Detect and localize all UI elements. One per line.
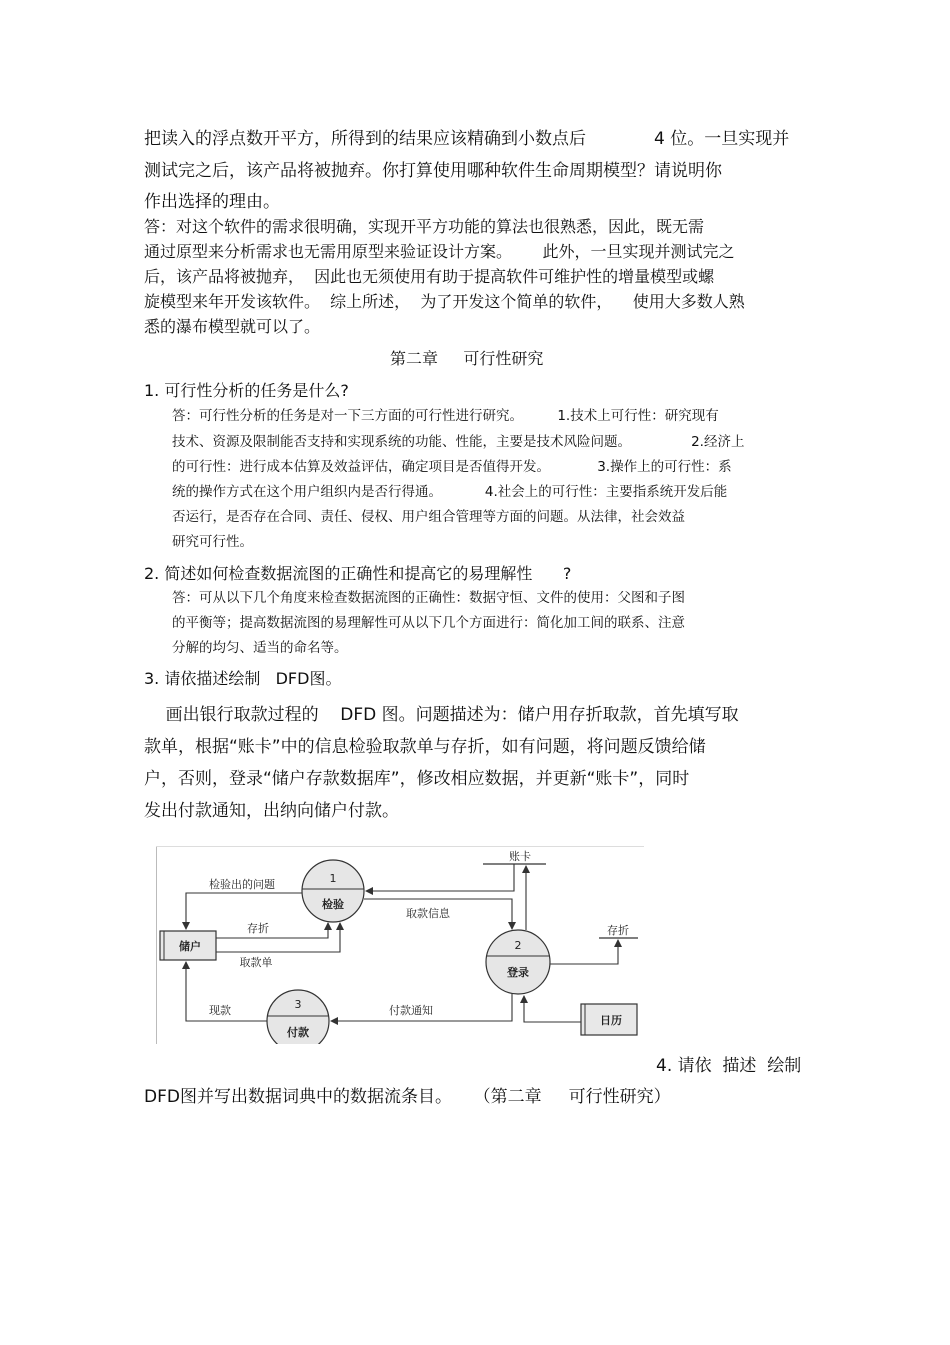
flow-withdraw-slip-label: 取款单 (239, 956, 273, 969)
q3-desc-line-3: 户，否则，登录“储户存款数据库”，修改相应数据，并更新“账卡”，同时 (144, 769, 690, 789)
flow-payment-notice-label: 付款通知 (389, 1004, 433, 1017)
q3-desc-line-2: 款单，根据“账卡”中的信息检验取款单与存折，如有问题，将问题反馈给储 (144, 737, 706, 757)
process-1-number: 1 (329, 872, 337, 885)
q1-answer-line-1: 答：可行性分析的任务是对一下三方面的可行性进行研究。 1.技术上可行性：研究现有 (172, 408, 719, 424)
q4-line-1: 4. 请依 描述 绘制 (656, 1056, 802, 1076)
q2-title: 2. 简述如何检查数据流图的正确性和提高它的易理解性 ? (144, 564, 572, 583)
q3-desc-line-1: 画出银行取款过程的 DFD 图。问题描述为：储户用存折取款，首先填写取 (144, 705, 739, 725)
process-3-circle (267, 990, 329, 1044)
entity-customer (160, 931, 216, 960)
q3-title: 3. 请依描述绘制 DFD图。 (144, 669, 342, 688)
q2-answer-line-3: 分解的均匀、适当的命名等。 (172, 640, 348, 656)
store-passbook-label: 存折 (607, 924, 629, 937)
answer1-line-2: 通过原型来分析需求也无需用原型来验证设计方案。 此外，一旦实现并测试完之 (144, 242, 735, 261)
q1-answer-line-2: 技术、资源及限制能否支持和实现系统的功能、性能，主要是技术风险问题。 2.经济上 (172, 434, 745, 450)
answer1-line-5: 悉的瀑布模型就可以了。 (144, 317, 321, 336)
q1-answer-line-3: 的可行性：进行成本估算及效益评估，确定项目是否值得开发。 3.操作上的可行性：系 (172, 459, 732, 475)
entity-calendar (581, 1004, 637, 1035)
process-1-label: 检验 (322, 898, 344, 911)
process-3-number: 3 (294, 998, 302, 1011)
q3-desc-line-4: 发出付款通知，出纳向储户付款。 (144, 801, 399, 821)
chapter-title: 第二章 可行性研究 (390, 349, 544, 368)
process-2-number: 2 (514, 939, 522, 952)
answer1-line-1: 答：对这个软件的需求很明确，实现开平方功能的算法也很熟悉，因此，既无需 (144, 217, 705, 236)
store-account-card-label: 账卡 (509, 850, 531, 863)
flow-cash-label: 现款 (209, 1004, 231, 1017)
intro-line-2: 测试完之后，该产品将被抛弃。你打算使用哪种软件生命周期模型？请说明你 (144, 161, 722, 181)
q1-answer-line-5: 否运行，是否存在合同、责任、侵权、用户组合管理等方面的问题。从法律，社会效益 (172, 509, 685, 525)
flow-withdraw-slip (216, 923, 340, 969)
store-account-card (483, 849, 546, 864)
process-2-label: 登录 (507, 966, 529, 979)
store-passbook (599, 923, 638, 938)
flow-payment-notice (331, 994, 512, 1021)
flow-passbook (216, 921, 328, 938)
flow-cash (186, 962, 267, 1021)
flow-register-to-passbook (550, 940, 618, 964)
intro-line-1: 把读入的浮点数开平方，所得到的结果应该精确到小数点后 (144, 129, 586, 149)
flow-withdraw-info-label: 取款信息 (406, 907, 450, 920)
flow-passbook-label: 存折 (247, 922, 269, 935)
answer1-line-4: 旋模型来年开发该软件。 综上所述， 为了开发这个简单的软件， 使用大多数人熟 (144, 292, 745, 311)
q1-answer-line-6: 研究可行性。 (172, 534, 253, 550)
flow-card-to-check (366, 864, 514, 891)
q4-line-2: DFD图并写出数据词典中的数据流条目。 （第二章 可行性研究） (144, 1087, 671, 1107)
q2-answer-line-1: 答：可从以下几个角度来检查数据流图的正确性：数据守恒、文件的使用：父图和子图 (172, 590, 685, 606)
intro-line-1-tail: 4 位。一旦实现并 (654, 129, 790, 149)
entity-customer-label: 储户 (179, 940, 201, 953)
flow-problem-label: 检验出的问题 (209, 878, 275, 891)
intro-line-3: 作出选择的理由。 (144, 192, 280, 212)
q1-title: 1. 可行性分析的任务是什么? (144, 381, 349, 400)
q1-answer-line-4: 统的操作方式在这个用户组织内是否行得通。 4.社会上的可行性：主要指系统开发后能 (172, 484, 728, 500)
q2-answer-line-2: 的平衡等；提高数据流图的易理解性可从以下几个方面进行：简化加工间的联系、注意 (172, 615, 685, 631)
entity-calendar-label: 日历 (600, 1014, 622, 1027)
process-1-circle (302, 860, 364, 922)
flow-problem (186, 877, 302, 929)
process-3-label: 付款 (287, 1026, 309, 1039)
dfd-diagram (156, 846, 644, 1044)
flow-calendar-to-register (524, 996, 581, 1022)
process-2-circle (486, 930, 550, 994)
flow-withdraw-info (364, 899, 512, 929)
answer1-line-3: 后，该产品将被抛弃， 因此也无须使用有助于提高软件可维护性的增量模型或螺 (144, 267, 715, 286)
